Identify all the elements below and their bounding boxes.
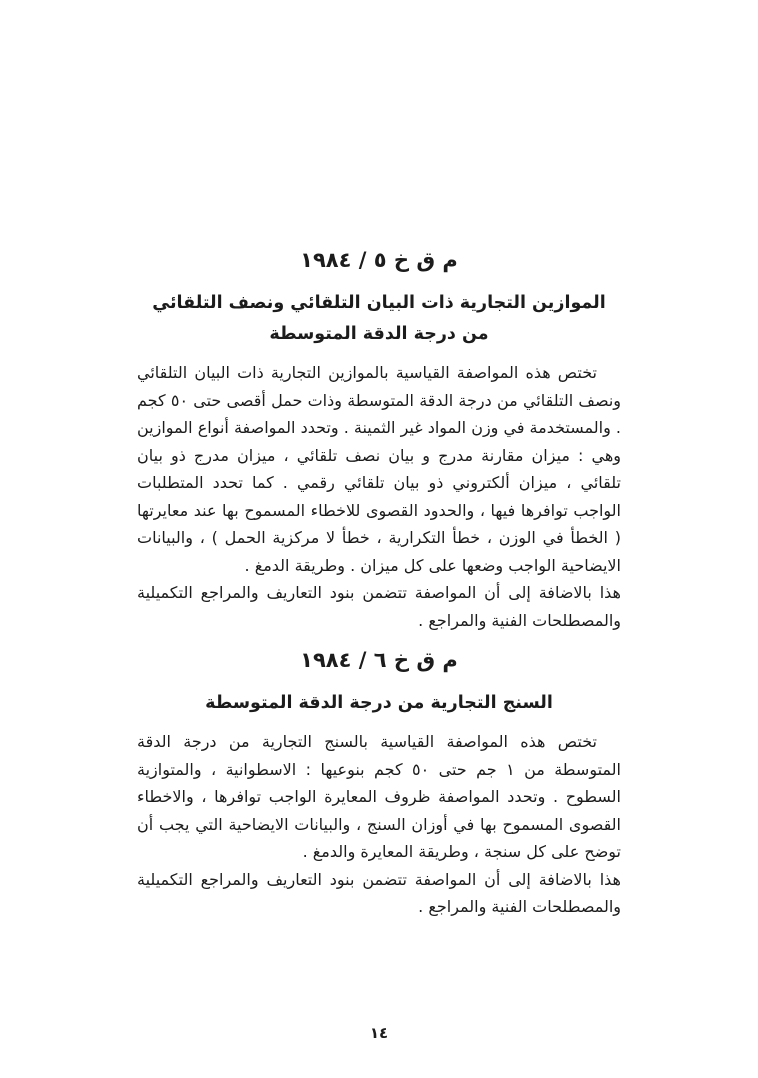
spec-number-2: م ق خ ٦ / ١٩٨٤ (300, 648, 458, 672)
page-number: ١٤ (369, 1024, 389, 1042)
spec-title-1: الموازين التجارية ذات البيان التلقائي ونصف التلقائي من درجة الدقة المتوسطة (152, 293, 606, 344)
spec-title-2: السنج التجارية من درجة الدقة المتوسطة (205, 693, 553, 713)
spec-2-paragraph-1: تختص هذه المواصفة القياسية بالسنج التجارية من درجة الدقة المتوسطة من ١ جم حتى ٥٠ كجم بنوعيها : الاسطوانية ، والمتوازية السطوح . وتحدد المواصفة ظروف المعايرة الواجب توافرها ، والاخطاء القصوى المسموح بها في أوزان السنج ، والبيانات الايضاحية التي يجب أن توضح على كل سنجة ، وطريقة المعايرة والدمغ . (137, 732, 621, 861)
spec-1-paragraph-2: هذا بالاضافة إلى أن المواصفة تتضمن بنود التعاريف والمراجع التكميلية والمصطلحات الفنية والمراجع . (137, 583, 621, 630)
spec-2-paragraph-2: هذا بالاضافة إلى أن المواصفة تتضمن بنود التعاريف والمراجع التكميلية والمصطلحات الفنية والمراجع . (137, 869, 621, 916)
spec-1-paragraph-1: تختص هذه المواصفة القياسية بالموازين التجارية ذات البيان التلقائي ونصف التلقائي من درجة الدقة المتوسطة وذات حمل أقصى حتى ٥٠ كجم . والمستخدمة في وزن المواد غير الثمينة . وتحدد المواصفة أنواع الموازين وهي : ميزان مقارنة مدرج و بيان نصف تلقائي ، ميزان مدرج ذو بيان تلقائي ، ميزان ألكتروني ذو بيان تلقائي رقمي . كما تحدد المتطلبات الواجب توافرها فيها ، والحدود القصوى للاخطاء المسموح بها عند معايرتها ( الخطأ في الوزن ، خطأ التكرارية ، خطأ لا مركزية الحمل ) ، والبيانات الايضاحية الواجب وضعها على كل ميزان . وطريقة الدمغ . (136, 363, 621, 575)
text-column (137, 246, 621, 921)
spec-number-1: م ق خ ٥ / ١٩٨٤ (300, 248, 458, 272)
